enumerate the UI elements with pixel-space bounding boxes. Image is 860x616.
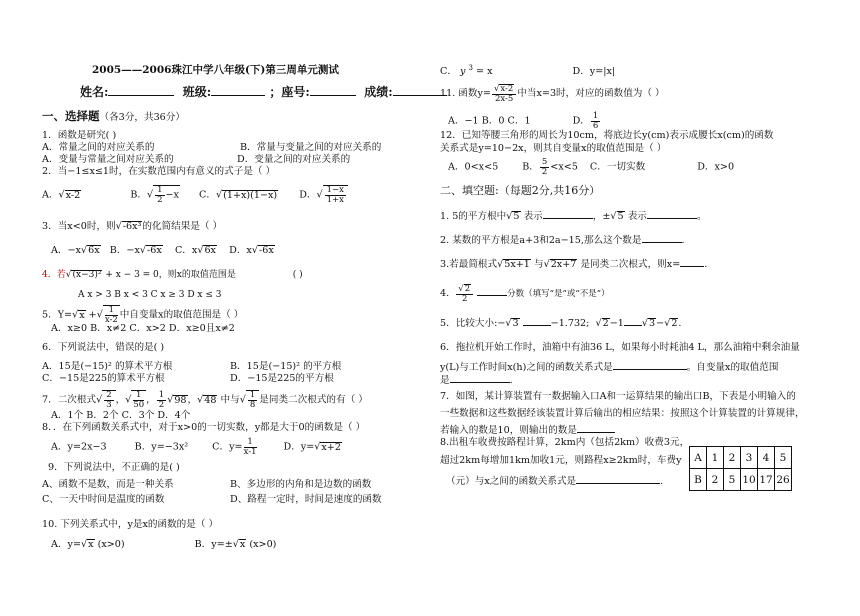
- q9-option-a[interactable]: A、函数不是数，而是一种关系: [42, 479, 174, 490]
- name-field[interactable]: [108, 86, 174, 96]
- question-3: 3．当x<0时，则√-6x³的化简结果是（ ）: [42, 221, 223, 232]
- class-field[interactable]: [211, 86, 265, 96]
- fill-6-blank-b[interactable]: [450, 373, 510, 383]
- section-fill-title: 二、填空题:（每题2分,共16分）: [440, 184, 601, 197]
- question-4: 4．若√(x−3)² + x − 3 = 0，则x的取值范围是 ( ): [42, 270, 303, 280]
- question-9: 9．下列说法中，不正确的是( ): [48, 462, 180, 473]
- fill-4: 4. $\frac{√2}{2}$ 分数（填写“是”或“不是”）: [440, 284, 610, 304]
- q1-option-d[interactable]: D．变量之间的对应关系的: [237, 154, 351, 165]
- fill-6-line2: y(L)与工作时间x(h)之间的函数关系式是 。自变量x的取值范围: [440, 362, 779, 373]
- question-6: 6．下列说法中，错误的是( ): [42, 342, 165, 353]
- q10-options-cd[interactable]: C． y $^3$ = x D．y=|x|: [440, 64, 616, 78]
- fill-1-blank-b[interactable]: [647, 209, 697, 219]
- fill-8-blank[interactable]: [576, 474, 660, 484]
- table-cell: 26: [775, 469, 792, 491]
- class-label: 班级:: [182, 85, 212, 99]
- table-cell: 17: [758, 469, 775, 491]
- fill-7-line3: 若输入的数是10，则输出的数是: [440, 423, 615, 436]
- fill-7-line2: 一些数据和这些数据经该装置计算后输出的相应结果：按照这个计算装置的计算规律，: [440, 408, 805, 419]
- question-1: 1．函数是研究( ): [42, 130, 117, 141]
- question-5: 5．Y=√x +√ $\frac{1}{x-2}$ 中自变量x的取值范围是（ ）: [42, 305, 244, 325]
- input-output-table: [689, 446, 792, 491]
- q3-options[interactable]: A．−x√6x B．−x√-6x C．x√6x D．x√-6x: [51, 245, 274, 256]
- fill-1-blank-a[interactable]: [543, 209, 593, 219]
- fill-3: 3.若最简根式√5x+1 与√2x+7 是同类二次根式，则x= .: [440, 259, 708, 270]
- fill-7-line1: 7．如图，某计算装置有一数据输入口A和一运算结果的输出口B，下表是小明输入的: [440, 391, 796, 402]
- fill-2-blank[interactable]: [642, 233, 682, 243]
- section-choice-title: 一、选择题（各3分，共36分）: [42, 109, 185, 123]
- table-cell: A: [690, 447, 707, 469]
- table-cell: B: [690, 469, 707, 491]
- q1-option-a[interactable]: A．常量之间的对应关系的: [42, 142, 155, 153]
- table-row: [690, 469, 792, 491]
- table-cell: 2: [707, 469, 724, 491]
- question-8: 8．．在下列函数关系式中，对于x>0的一切实数，y都是大于0的函数是（ ）: [42, 422, 366, 433]
- fill-3-blank[interactable]: [680, 257, 704, 267]
- table-cell: 5: [724, 469, 741, 491]
- score-label: 成绩:: [364, 85, 393, 99]
- fill-6-line1: 6．拖拉机开始工作时，油箱中有油36 L，如果每小时耗油4 L，那么油箱中剩余油量: [440, 342, 800, 353]
- q4-options[interactable]: A x > 3 B x < 3 C x ≥ 3 D x ≤ 3: [78, 290, 222, 300]
- fill-4-blank[interactable]: [477, 286, 507, 296]
- table-cell: 3: [741, 447, 758, 469]
- q1-option-b[interactable]: B．常量与变量之间的对应关系的: [240, 142, 382, 153]
- fill-5-blank-a[interactable]: [523, 316, 551, 326]
- question-10: 10. 下列关系式中，y是x的函数的是（ ）: [42, 519, 219, 530]
- q7-options[interactable]: A．1个 B．2个 C．3个 D．4个: [51, 410, 191, 421]
- fill-7-blank[interactable]: [577, 423, 615, 433]
- fill-1: 1. 5的平方根中√5 表示 ，±√5 表示 。: [440, 211, 707, 222]
- question-2: 2．当−1≤x≤1时，在实数范围内有意义的式子是（ ）: [42, 166, 276, 177]
- table-cell: 1: [707, 447, 724, 469]
- fill-6-line3: 是 .: [440, 375, 513, 386]
- q12-options[interactable]: A．0<x<5 B． $\frac{5}{2}$ <x<5 C．一切实数 D．x>0: [448, 157, 735, 177]
- name-label: 姓名:: [80, 85, 109, 99]
- seat-field[interactable]: [310, 86, 356, 96]
- q6-option-a[interactable]: A．15是(−15)² 的算术平方根: [42, 361, 173, 372]
- table-cell: 5: [775, 447, 792, 469]
- question-12-line2: 关系式是y=10−2x，则其自变量x的取值范围是（ ）: [440, 143, 667, 154]
- q11-options[interactable]: A．−1 B．0 C．1 D． $\frac{1}{6}$: [448, 111, 599, 131]
- q8-options[interactable]: A．y=2x−3 B．y=−3x² C．y= $\frac{1}{x-1}$ D．y=√x+2: [51, 437, 341, 457]
- fill-5: 5．比较大小:−√3 −1.732; √2−1 √3−√2.: [440, 318, 682, 329]
- q6-option-d[interactable]: D．−15是225的平方根: [230, 373, 334, 384]
- q6-option-c[interactable]: C．−15是225的算术平方根: [42, 373, 165, 384]
- fill-8-line1: 8.出租车收费按路程计算，2km内（包括2km）收费3元，: [440, 437, 690, 448]
- q10-options-ab[interactable]: A．y=√x (x>0) B．y=±√x (x>0): [51, 539, 277, 550]
- seat-label: ；座号:: [269, 85, 310, 99]
- question-11: 11. 函数y= $\frac{√x-2}{2x-5}$ 中当x=3时，对应的函数值为（ ）: [440, 84, 665, 104]
- table-cell: 2: [724, 447, 741, 469]
- fill-2: 2. 某数的平方根是a+3和2a−15,那么这个数是 .: [440, 235, 685, 246]
- fill-8-line3: （元）与x之间的函数关系式是 .: [446, 476, 664, 487]
- student-info-row: [80, 86, 447, 100]
- table-cell: 4: [758, 447, 775, 469]
- score-field[interactable]: [393, 86, 447, 96]
- q1-option-c[interactable]: A．变量与常量之间对应关系的: [42, 154, 174, 165]
- q9-option-d[interactable]: D、路程一定时，时间是速度的函数: [230, 494, 382, 505]
- fill-6-blank-a[interactable]: [613, 360, 687, 370]
- table-row: [690, 447, 792, 469]
- table-cell: 10: [741, 469, 758, 491]
- page-title: 2005——2006珠江中学八年级(下)第三周单元测试: [92, 64, 339, 76]
- question-12: 12．已知等腰三角形的周长为10cm，将底边长y(cm)表示成腰长x(cm)的函数: [440, 130, 774, 141]
- fill-8-line2: 超过2km每增加1km加收1元，则路程x≥2km时，车费y: [440, 455, 682, 466]
- q2-options[interactable]: A．√x-2 B．√ $\frac{1}{2}$ −x C．√(1+x)(1−x) D．√ $\frac{1-x}{1+x}$: [42, 185, 348, 204]
- q9-option-b[interactable]: B、多边形的内角和是边数的函数: [230, 479, 372, 490]
- q6-option-b[interactable]: B．15是(−15)² 的平方根: [230, 361, 342, 372]
- q5-options[interactable]: A．x≥0 B．x≠2 C．x>2 D．x≥0且x≠2: [51, 323, 235, 334]
- q9-option-c[interactable]: C、一天中时间是温度的函数: [42, 494, 165, 505]
- fill-5-blank-b[interactable]: [624, 316, 642, 326]
- question-7: 7．二次根式√ $\frac{2}{3}$ ，√ $\frac{1}{50}$ ， $\frac{1}{2}$ √98，√48 中与√ $\frac{1}{8}$ 是同类二次根式的有（ ）: [42, 390, 368, 410]
